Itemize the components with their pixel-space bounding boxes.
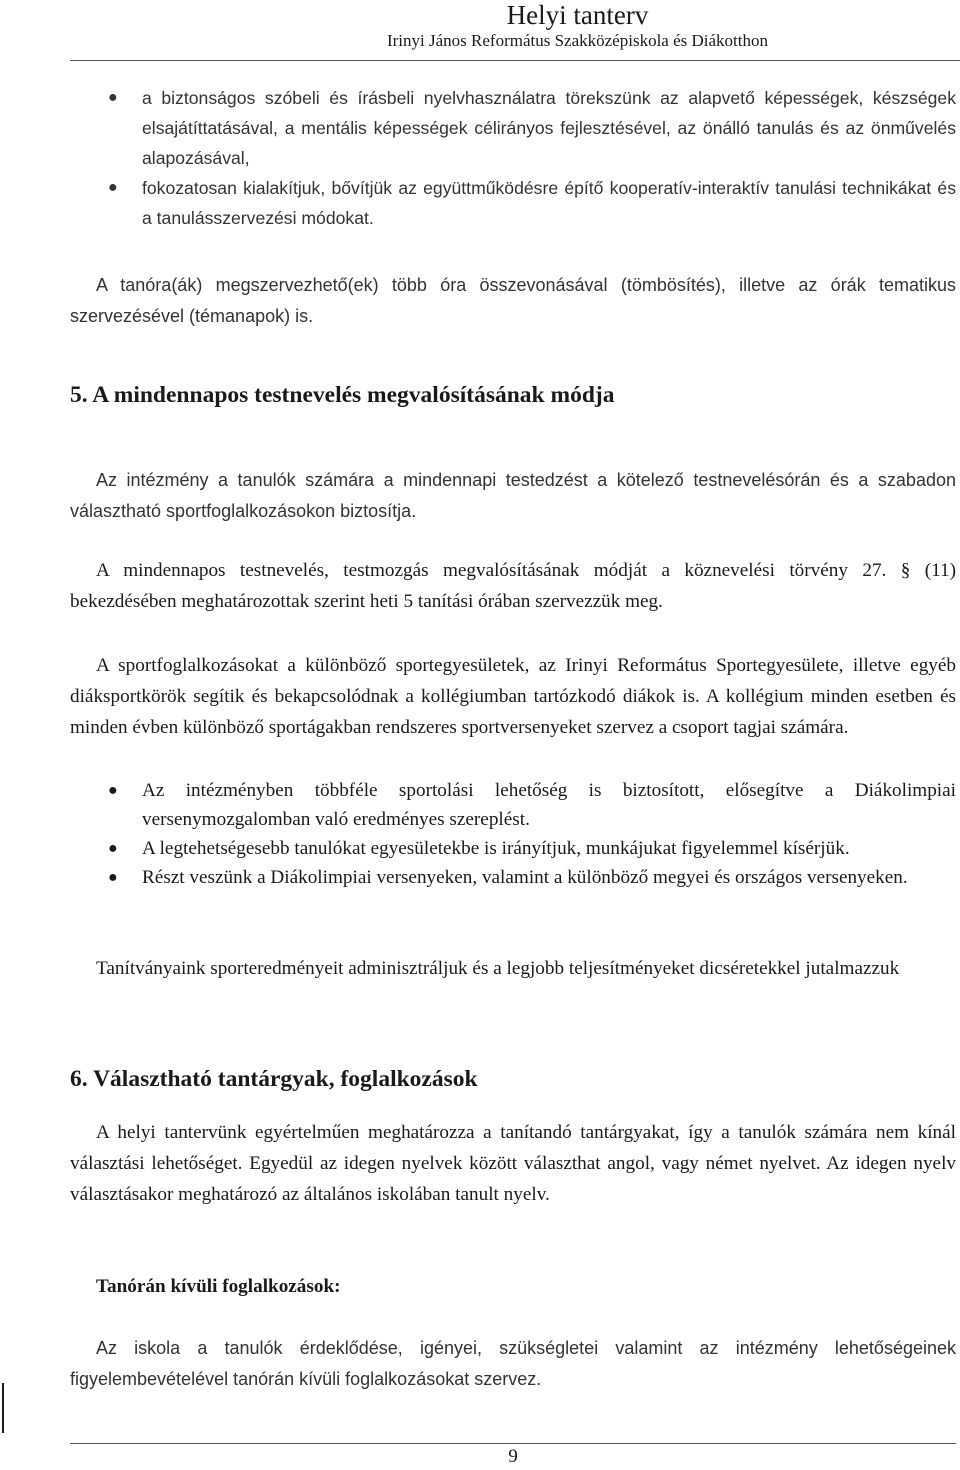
header-subtitle: Irinyi János Református Szakközépiskola és Diákotthon (386, 31, 768, 50)
section-6-heading: 6. Választható tantárgyak, foglalkozások (70, 1066, 478, 1092)
header-title: Helyi tanterv (506, 0, 649, 30)
section-6-paragraph-1: A helyi tantervünk egyértelműen meghatározza a tanítandó tantárgyakat, így a tanulók számára nem kínál választási lehetőséget. Egyedül az idegen nyelvek között választhat angol, vagy német nyelvet. Az idegen nyelv választásakor meghatározó az általános iskolában tanult nyelv. (70, 1122, 956, 1205)
bullet-icon: ● (108, 869, 118, 886)
page-header (387, 0, 768, 52)
page-number: 9 (508, 1446, 518, 1467)
list-item: ● Részt veszünk a Diákolimpiai versenyeken, valamint a különböző megyei és országos versenyeken. (70, 863, 956, 892)
bullet-icon: ● (108, 179, 118, 196)
bullet-icon: ● (108, 782, 118, 799)
footer-rule (70, 1443, 956, 1444)
list-item: ● Az intézményben többféle sportolási lehetőség is biztosított, elősegítve a Diákolimpiai versenymozgalomban való eredményes szereplést. (70, 776, 956, 834)
bullet-icon: ● (108, 840, 118, 857)
section-5-paragraph-1: Az intézmény a tanulók számára a mindennapi testedzést a kötelező testnevelésórán és a szabadon választható sportfoglalkozásokon biztosítja. (70, 470, 956, 521)
top-bullet-list (70, 83, 956, 233)
tanoran-kivuli-heading: Tanórán kívüli foglalkozások: (96, 1276, 341, 1297)
section-5-paragraph-3: A sportfoglalkozásokat a különböző sportegyesületek, az Irinyi Református Sportegyesülete, illetve egyéb diáksportkörök segítik és bekapcsolódnak a kollégiumban tartózkodó diákok is. A kollégium minden esetben és minden évben különböző sportágakban rendszeres sportversenyeket szervez a csoport tagjai számára. (70, 655, 956, 738)
list-item: ● a biztonságos szóbeli és írásbeli nyelvhasználatra törekszünk az alapvető képességek, készségek elsajátíttatásával, a mentális képességek célirányos fejlesztésével, az önálló tanulás és az önművelés alapozásával, (70, 83, 956, 173)
section-5-bullet-list (70, 776, 956, 892)
paragraph-tanora: A tanóra(ák) megszervezhető(ek) több óra összevonásával (tömbösítés), illetve az órák tematikus szervezésével (témanapok) is. (70, 275, 956, 326)
header-rule (70, 60, 960, 61)
tanoran-kivuli-paragraph: Az iskola a tanulók érdeklődése, igényei, szükségletei valamint az intézmény lehetőségeinek figyelembevételével tanórán kívüli foglalkozásokat szervez. (70, 1338, 956, 1389)
margin-change-bar (2, 1383, 4, 1433)
section-5-paragraph-2: A mindennapos testnevelés, testmozgás megvalósításának módját a köznevelési törvény 27. § (11) bekezdésében meghatározottak szerint heti 5 tanítási órában szervezzük meg. (70, 560, 956, 612)
section-5-heading: 5. A mindennapos testnevelés megvalósításának módja (70, 382, 615, 408)
bullet-icon: ● (108, 89, 118, 106)
section-5-paragraph-4: Tanítványaink sporteredményeit adminisztráljuk és a legjobb teljesítményeket dicséretekkel jutalmazzuk (96, 958, 900, 979)
list-item: ● fokozatosan kialakítjuk, bővítjük az együttműködésre építő kooperatív-interaktív tanulási technikákat és a tanulásszervezési módokat. (70, 173, 956, 233)
list-item: ● A legtehetségesebb tanulókat egyesületekbe is irányítjuk, munkájukat figyelemmel kísérjük. (70, 834, 956, 863)
